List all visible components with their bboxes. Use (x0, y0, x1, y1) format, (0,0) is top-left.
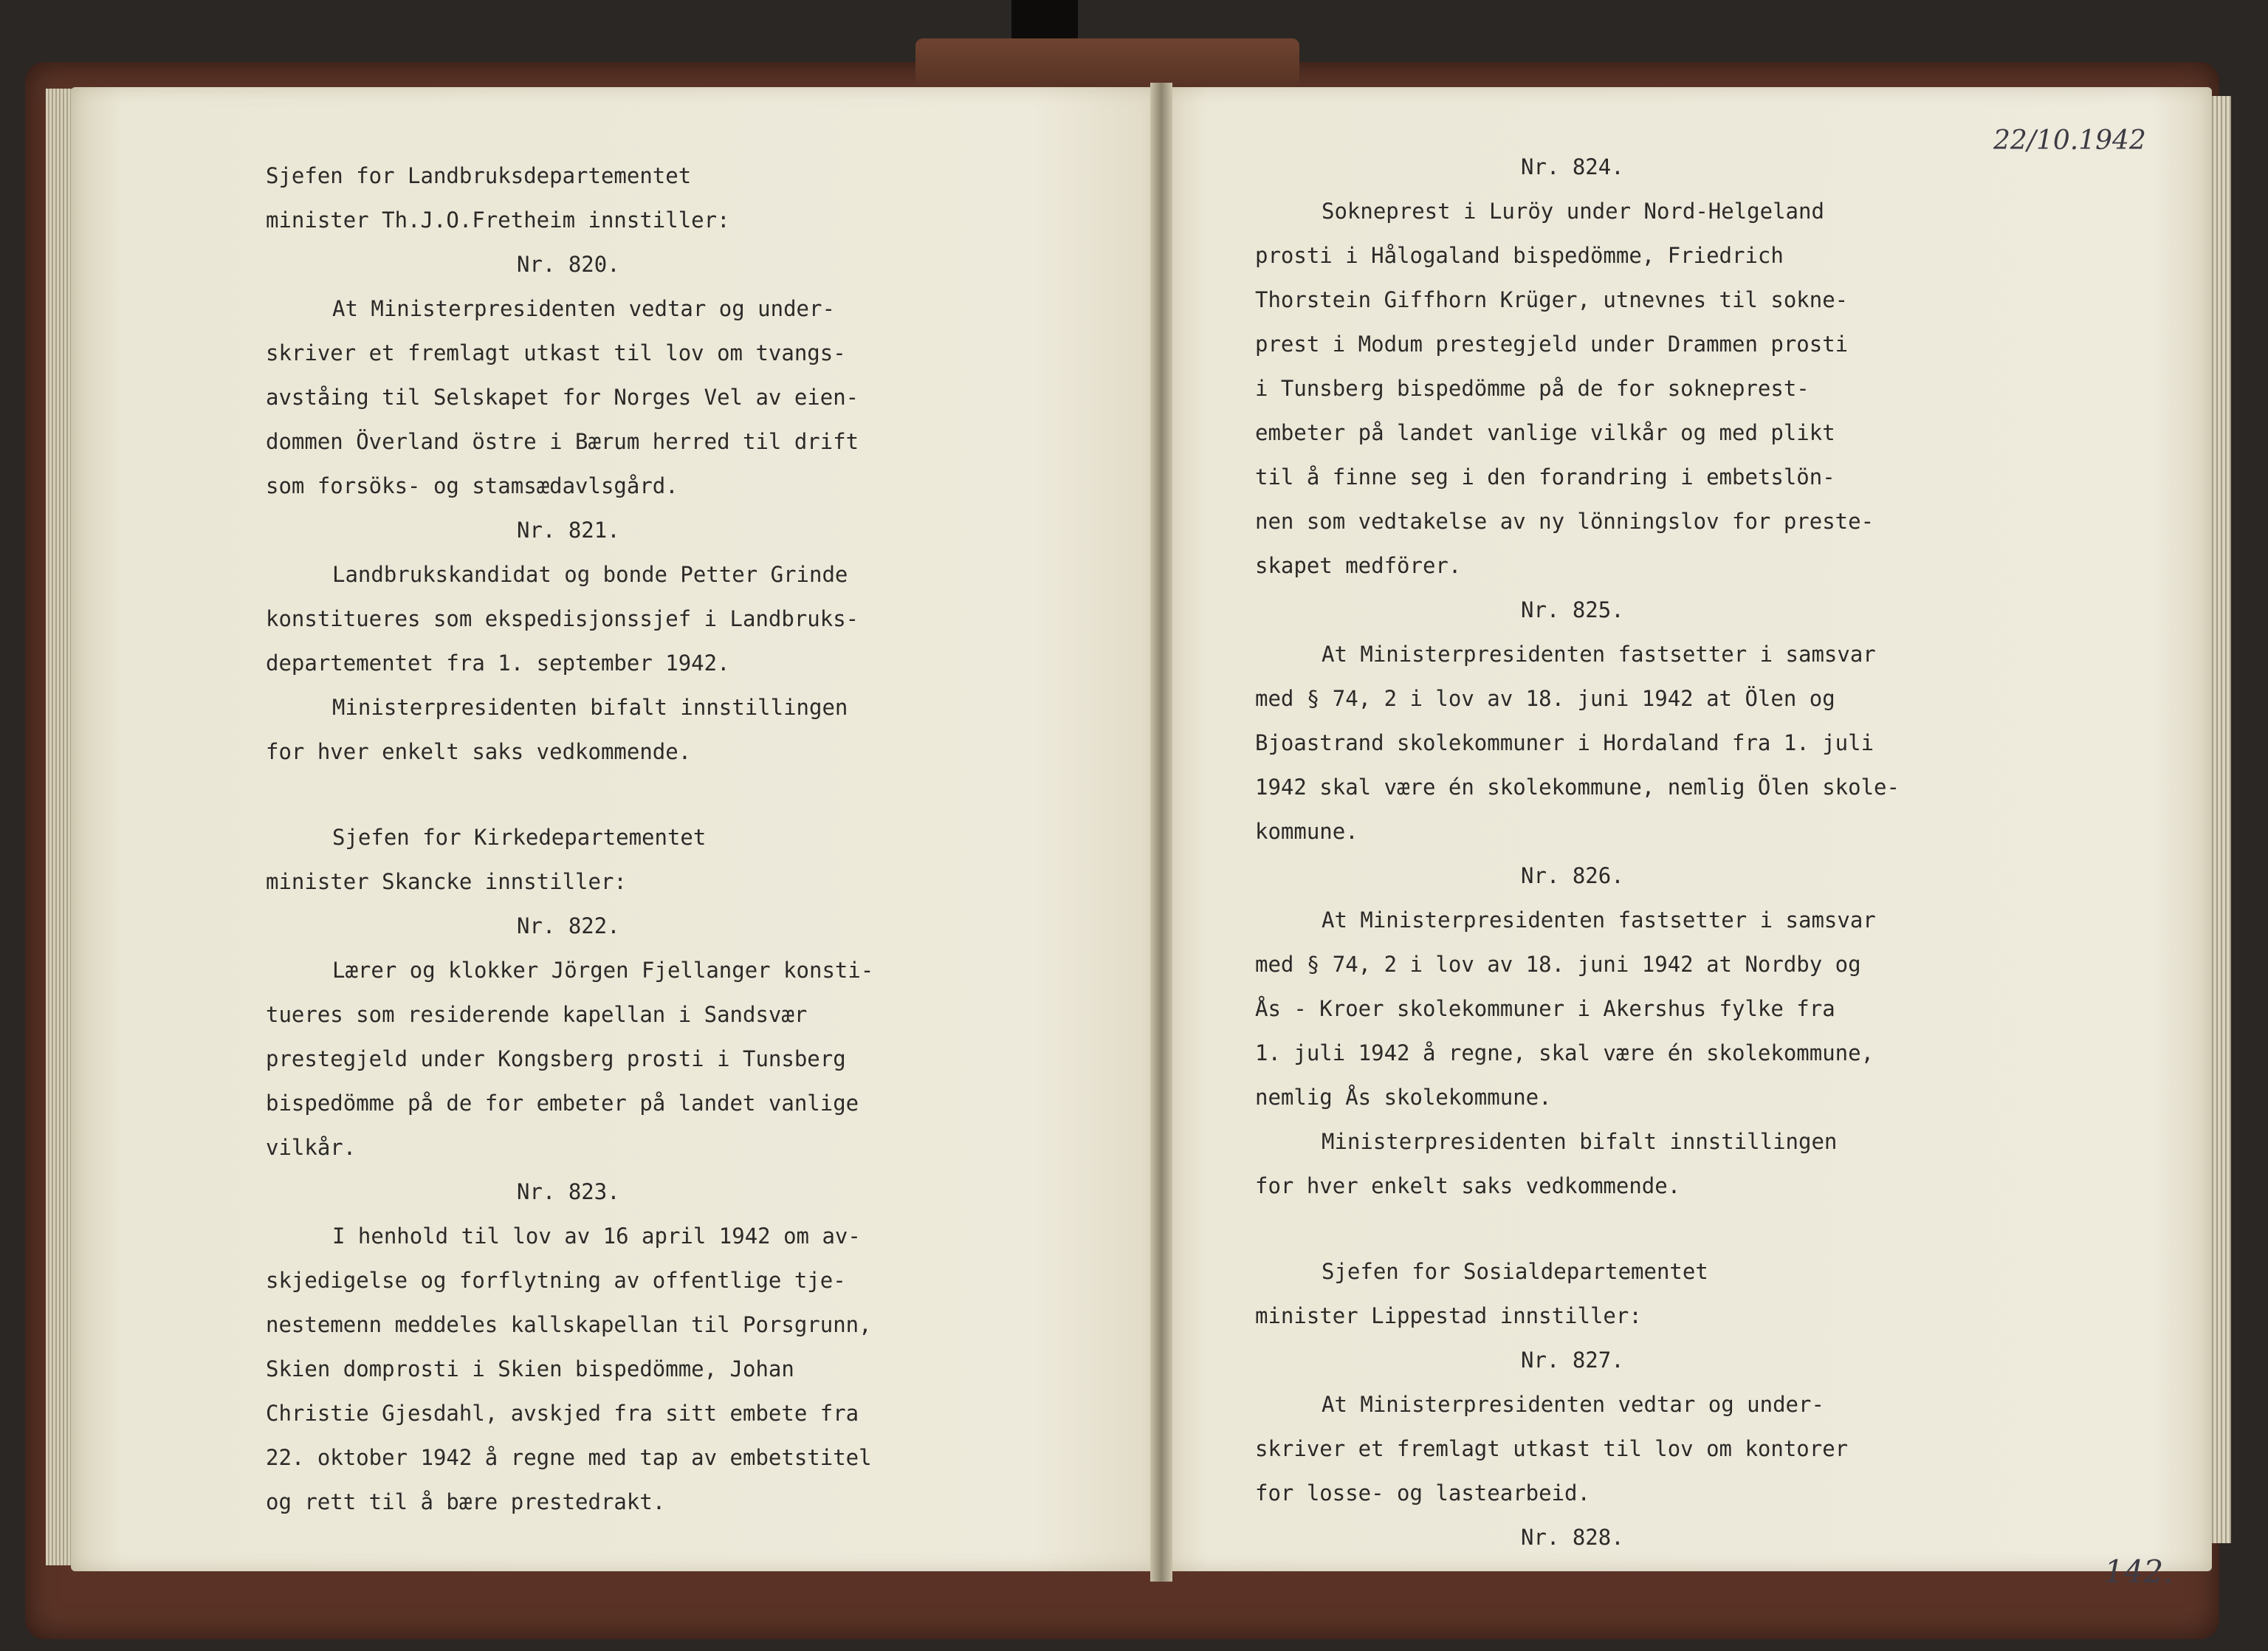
spacer (266, 774, 1041, 794)
item-number: Nr. 822. (517, 913, 620, 938)
text-line: I henhold til lov av 16 april 1942 om av- (332, 1223, 861, 1249)
text-line: prest i Modum prestegjeld under Drammen prosti (1255, 332, 1849, 357)
text-line: som forsöks- og stamsædavlsgård. (266, 473, 678, 498)
item-number: Nr. 823. (517, 1179, 620, 1204)
section-heading: Sjefen for Kirkedepartementet (332, 825, 707, 850)
text-line: departementet fra 1. september 1942. (266, 651, 730, 676)
text-line: Bjoastrand skolekommuner i Hordaland fra 1. juli (1255, 730, 1874, 755)
text-line: At Ministerpresidenten vedtar og under- (1322, 1392, 1824, 1417)
text-line: kommune. (1255, 819, 1358, 844)
text-line: konstitueres som ekspedisjonssjef i Landbruks- (266, 606, 859, 631)
item-number: Nr. 826. (1521, 863, 1624, 888)
text-line: Thorstein Giffhorn Krüger, utnevnes til sokne- (1255, 287, 1849, 312)
text-line: Ås - Kroer skolekommuner i Akershus fylke fra (1255, 996, 1835, 1021)
text-line: for losse- og lastearbeid. (1255, 1480, 1590, 1506)
text-line: Ministerpresidenten bifalt innstillingen (1322, 1129, 1838, 1154)
text-line: At Ministerpresidenten vedtar og under- (332, 296, 835, 321)
page-number: 142. (2104, 1554, 2174, 1590)
text-line: At Ministerpresidenten fastsetter i samsvar (1322, 907, 1876, 933)
right-page-text (1255, 145, 1993, 1559)
text-line: nemlig Ås skolekommune. (1255, 1085, 1552, 1110)
text-line: Sokneprest i Luröy under Nord-Helgeland (1322, 199, 1824, 224)
text-line: for hver enkelt saks vedkommende. (266, 739, 692, 764)
text-line: 1. juli 1942 å regne, skal være én skolekommune, (1255, 1040, 1874, 1065)
text-line: bispedömme på de for embeter på landet vanlige (266, 1091, 859, 1116)
text-line: skriver et fremlagt utkast til lov om tvangs- (266, 340, 846, 365)
text-line: embeter på landet vanlige vilkår og med plikt (1255, 420, 1835, 445)
text-line: og rett til å bære prestedrakt. (266, 1489, 666, 1514)
item-number: Nr. 827. (1521, 1348, 1624, 1373)
text-line: 22. oktober 1942 å regne med tap av embetstitel (266, 1445, 872, 1470)
text-line: i Tunsberg bispedömme på de for sokneprest- (1255, 376, 1810, 401)
item-number: Nr. 824. (1521, 154, 1624, 179)
text-line: skapet medförer. (1255, 553, 1462, 578)
spacer (1255, 1208, 1993, 1229)
spacer (1255, 1229, 1993, 1249)
text-line: skriver et fremlagt utkast til lov om kontorer (1255, 1436, 1849, 1461)
text-line: til å finne seg i den forandring i embetslön- (1255, 464, 1835, 490)
pencil-date-note: 22/10.1942 (1993, 126, 2146, 156)
text-line: dommen Överland östre i Bærum herred til drift (266, 429, 859, 454)
section-heading: minister Skancke innstiller: (266, 869, 627, 894)
item-number: Nr. 820. (517, 252, 620, 277)
text-line: med § 74, 2 i lov av 18. juni 1942 at Ölen og (1255, 686, 1835, 711)
section-heading: Sjefen for Sosialdepartementet (1322, 1259, 1708, 1284)
section-heading: minister Lippestad innstiller: (1255, 1303, 1642, 1328)
text-line: prosti i Hålogaland bispedömme, Friedrich (1255, 243, 1784, 268)
text-line: Landbrukskandidat og bonde Petter Grinde (332, 562, 848, 587)
text-line: vilkår. (266, 1135, 357, 1160)
text-line: Skien domprosti i Skien bispedömme, Johan (266, 1356, 794, 1381)
text-line: Lærer og klokker Jörgen Fjellanger konsti- (332, 958, 874, 983)
spacer (266, 794, 1041, 815)
text-line: At Ministerpresidenten fastsetter i samsvar (1322, 642, 1876, 667)
item-number: Nr. 825. (1521, 597, 1624, 622)
text-line: Ministerpresidenten bifalt innstillingen (332, 695, 848, 720)
text-line: nestemenn meddeles kallskapellan til Porsgrunn, (266, 1312, 872, 1337)
text-line: Sjefen for Landbruksdepartementet (266, 163, 692, 188)
text-line: prestegjeld under Kongsberg prosti i Tunsberg (266, 1046, 846, 1071)
book-gutter (1150, 83, 1172, 1582)
text-line: med § 74, 2 i lov av 18. juni 1942 at Nordby og (1255, 952, 1861, 977)
text-line: avståing til Selskapet for Norges Vel av eien- (266, 385, 859, 410)
text-line: tueres som residerende kapellan i Sandsvær (266, 1002, 808, 1027)
text-line: Christie Gjesdahl, avskjed fra sitt embete fra (266, 1401, 859, 1426)
text-line: for hver enkelt saks vedkommende. (1255, 1173, 1681, 1198)
text-line: nen som vedtakelse av ny lönningslov for preste- (1255, 509, 1874, 534)
left-page-text (266, 154, 1041, 1524)
text-line: skjedigelse og forflytning av offentlige tje- (266, 1268, 846, 1293)
item-number: Nr. 828. (1521, 1525, 1624, 1550)
item-number: Nr. 821. (517, 518, 620, 543)
text-line: minister Th.J.O.Fretheim innstiller: (266, 207, 730, 233)
text-line: 1942 skal være én skolekommune, nemlig Ölen skole- (1255, 775, 1900, 800)
